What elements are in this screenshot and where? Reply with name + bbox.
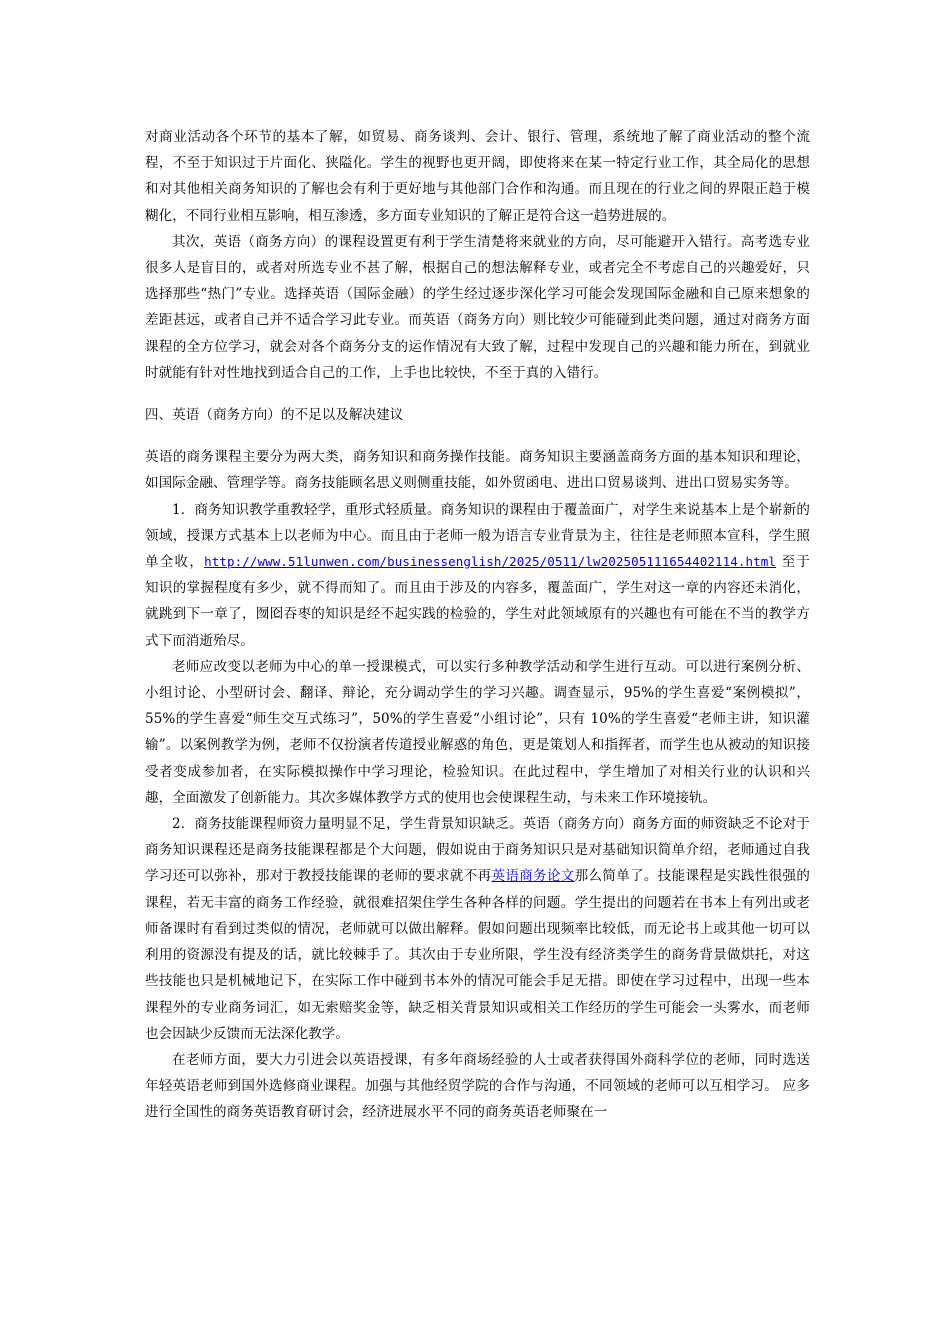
paragraph-text: 1．商务知识教学重教轻学，重形式轻质量。商务知识的课程由于覆盖面广，对学生来说基本上是个崭新的领域，授课方式基本上以老师为中心。而且由于老师一般为语言专业背景为主，往往是老师照本宣科，学生照单全收， <box>145 501 810 571</box>
paragraph-career-direction: 其次，英语（商务方向）的课程设置更有利于学生清楚将来就业的方向，尽可能避开入错行。高考选专业很多人是盲目的，或者对所选专业不甚了解，根据自己的想法解释专业，或者完全不考虑自己的兴趣爱好，只选择那些“热门”专业。选择英语（国际金融）的学生经过逐步深化学习可能会发现国际金融和自己原来想象的差距甚远，或者自己并不适合学习此专业。而英语（商务方向）则比较少可能碰到此类问题，通过对商务方面课程的全方位学习，就会对各个商务分支的运作情况有大致了解，过程中发现自己的兴趣和能力所在，到就业时就能有针对性地找到适合自己的工作，上手也比较快，不至于真的入错行。 <box>145 233 810 381</box>
paragraph-text: 2．商务技能课程师资力量明显不足，学生背景知识缺乏。英语（商务方向）商务方面的师资缺乏不论对于商务知识课程还是商务技能课程都是个大问题，假如说由于商务知识只是对基础知识简单介绍，老师通过自我学习还可以弥补，那对于教授技能课的老师的要求就不再 <box>145 816 810 885</box>
paragraph-teacher-interaction: 老师应改变以老师为中心的单一授课模式，可以实行多种教学活动和学生进行互动。可以进行案例分析、小组讨论、小型研讨会、翻译、辩论，充分调动学生的学习兴趣。调查显示，95%的学生喜爱“案例模拟”，55%的学生喜爱“师生交互式练习”，50%的学生喜爱“小组讨论”，只有 10%的学生喜爱“老师主讲，知识灌输”。以案例教学为例，老师不仅扮演者传道授业解惑的角色，更是策划人和指挥者，而学生也从被动的知识接受者变成参加者，在实际模拟操作中学习理论，检验知识。在此过程中，学生增加了对相关行业的认识和兴趣，全面激发了创新能力。其次多媒体教学方式的使用也会使课程生动，与未来工作环境接轨。 <box>145 658 810 806</box>
section-heading: 四、英语（商务方向）的不足以及解决建议 <box>145 407 404 424</box>
paragraph-text: 那么简单了。技能课程是实践性很强的课程，若无丰富的商务工作经验，就很难招架住学生各种各样的问题。学生提出的问题若在书本上有列出或老师备课时有看到过类似的情况，老师就可以做出解释。假如问题出现频率比较低，而无论书上或其他一切可以利用的资源没有提及的话，就比较棘手了。其次由于专业所限，学生没有经济类学生的商务背景做烘托，对这些技能也只是机械地记下，在实际工作中碰到书本外的情况可能会手足无措。即使在学习过程中，出现一些本课程外的专业商务词汇，如无索赔奖金等，缺乏相关背景知识或相关工作经历的学生可能会一头雾水，而老师也会因缺少反馈而无法深化教学。 <box>145 868 810 1042</box>
paragraph-teacher-recruitment: 在老师方面，要大力引进会以英语授课，有多年商场经验的人士或者获得国外商科学位的老师，同时选送年轻英语老师到国外选修商业课程。加强与其他经贸学院的合作与沟通，不同领域的老师可以互相学习。 应多进行全国性的商务英语教育研讨会，经济进展水平不同的商务英语老师聚在一 <box>145 1051 810 1121</box>
article-url-link[interactable]: http://www.51lunwen.com/businessenglish/2025/0511/lw202505111654402114.html <box>204 554 777 570</box>
paragraph-knowledge-teaching <box>145 497 810 654</box>
paragraph-skills-faculty <box>145 811 810 1047</box>
paragraph-continuation: 对商业活动各个环节的基本了解，如贸易、商务谈判、会计、银行、管理，系统地了解了商业活动的整个流程，不至于知识过于片面化、狭隘化。学生的视野也更开阔，即使将来在某一特定行业工作，其全局化的思想和对其他相关商务知识的了解也会有利于更好地与其他部门合作和沟通。而且现在的行业之间的界限正趋于模糊化，不同行业相互影响，相互渗透，多方面专业知识的了解正是符合这一趋势进展的。 <box>145 129 810 224</box>
business-english-paper-link[interactable]: 英语商务论文 <box>491 868 575 885</box>
paragraph-course-types: 英语的商务课程主要分为两大类，商务知识和商务操作技能。商务知识主要涵盖商务方面的基本知识和理论，如国际金融、管理学等。商务技能顾名思义则侧重技能，如外贸函电、进出口贸易谈判、进出口贸易实务等。 <box>145 449 810 492</box>
document-body <box>145 124 810 1126</box>
paragraph-text: 至于知识的掌握程度有多少，就不得而知了。而且由于涉及的内容多，覆盖面广，学生对这一章的内容还未消化，就跳到下一章了，囫囵吞枣的知识是经不起实践的检验的，学生对此领域原有的兴趣也有可能在不当的教学方式下而消逝殆尽。 <box>145 554 810 649</box>
